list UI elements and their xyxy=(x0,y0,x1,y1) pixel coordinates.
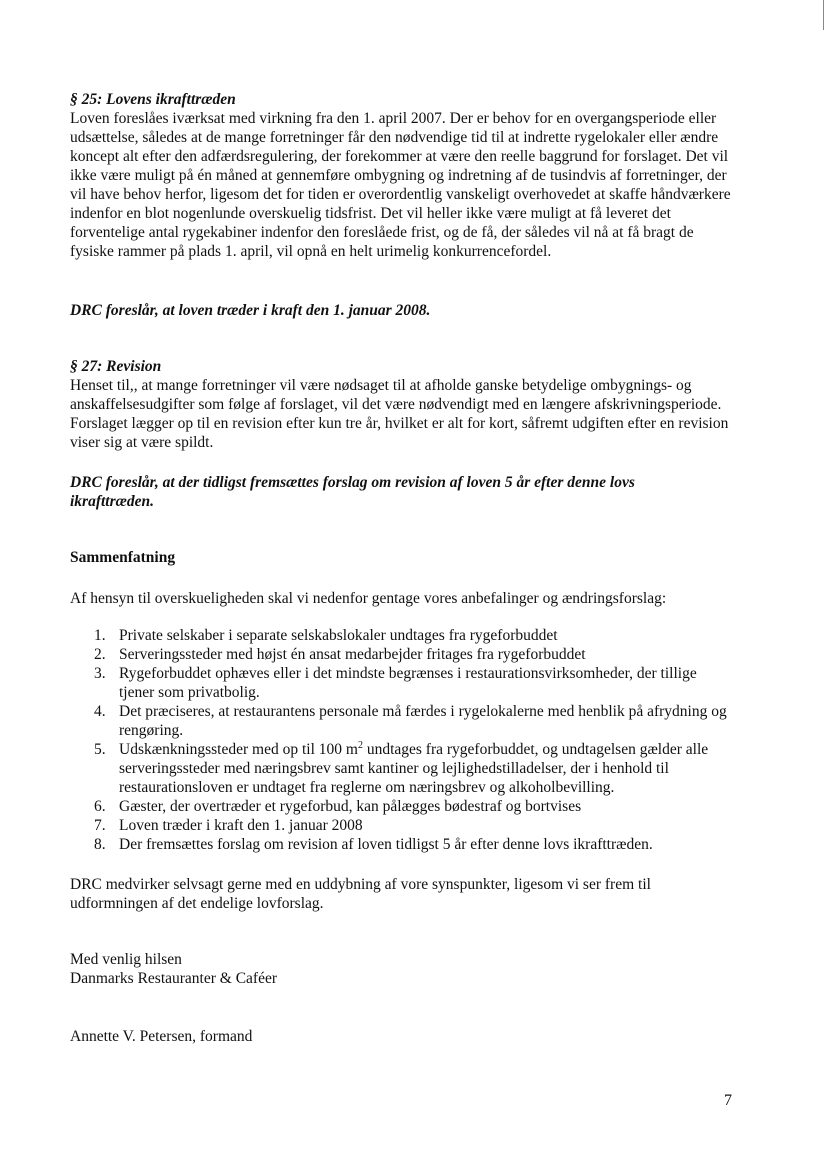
list-item-number: 2. xyxy=(94,646,106,663)
list-item-number: 3. xyxy=(94,665,106,682)
section-25-heading: § 25: Lovens ikrafttræden xyxy=(70,91,236,108)
list-item-text: Loven træder i kraft den 1. januar 2008 xyxy=(119,817,363,834)
list-item-text: Gæster, der overtræder et rygeforbud, kan pålægges bødestraf og bortvises xyxy=(119,798,582,815)
list-item-text: Det præciseres, at restaurantens personale må færdes i rygelokalerne med henblik på afrydning og rengøring. xyxy=(119,703,727,739)
closing-paragraph: DRC medvirker selvsagt gerne med en uddybning af vore synspunkter, ligesom vi ser frem til udformningen af det endelige lovforslag. xyxy=(70,876,651,912)
list-item-text: Private selskaber i separate selskabslokaler undtages fra rygeforbuddet xyxy=(119,627,558,644)
list-item xyxy=(70,816,730,835)
list-item xyxy=(70,664,730,702)
list-item xyxy=(70,702,730,740)
list-item-number: 1. xyxy=(94,627,106,644)
section-27-heading: § 27: Revision xyxy=(70,358,162,375)
list-item-text: undtages fra rygeforbuddet, og undtagelsen gælder alle serveringssteder med næringsbrev samt kantiner og lejlighedstilladelser, der i henhold til restaurationsloven er undtaget fra reglerne om næringsbrev og alkoholbevilling. xyxy=(119,741,709,796)
list-item-number: 8. xyxy=(94,836,106,853)
list-item-number: 4. xyxy=(94,703,106,720)
organization-name: Danmarks Restauranter & Caféer xyxy=(70,970,278,987)
section-25-proposal: DRC foreslår, at loven træder i kraft den 1. januar 2008. xyxy=(70,302,431,319)
page-edge-mark xyxy=(823,0,824,30)
recommendation-list xyxy=(70,626,730,854)
list-item-number: 5. xyxy=(94,741,106,758)
section-25-body: Loven foreslåes iværksat med virkning fra den 1. april 2007. Der er behov for en overgangsperiode eller udsættelse, således at de mange forretninger får den nødvendige tid til at indrette rygelokaler eller ændre koncept alt efter den adfærdsregulering, der forekommer at være den reelle baggrund for forslaget. Det vil ikke være muligt på én måned at gennemføre ombygning og indretning af de tusindvis af forretninger, der vil have behov herfor, ligesom det for tiden er overordentlig vanskeligt overhovedet at skaffe håndværkere indenfor en blot nogenlunde overskuelig tidsfrist. Det vil heller ikke være muligt at få leveret det forventelige antal rygekabiner indenfor den foreslåede frist, og de få, der således vil nå at få bragt de fysiske rammer på plads 1. april, vil opnå en helt urimelig konkurrencefordel. xyxy=(70,110,731,260)
page-number: 7 xyxy=(724,1092,732,1109)
section-27-body: Henset til,, at mange forretninger vil være nødsaget til at afholde ganske betydelige ombygnings- og anskaffelsesudgifter som følge af forslaget, vil det være nødvendigt med en længere afskrivningsperiode. Forslaget lægger op til en revision efter kun tre år, hvilket er alt for kort, såfremt udgiften efter en revision viser sig at være spildt. xyxy=(70,377,729,451)
greeting: Med venlig hilsen xyxy=(70,951,182,968)
list-item xyxy=(70,626,730,645)
list-item xyxy=(70,797,730,816)
list-item-text: Rygeforbuddet ophæves eller i det mindste begrænses i restaurationsvirksomheder, der tillige tjener som privatbolig. xyxy=(119,665,697,701)
signatory: Annette V. Petersen, formand xyxy=(70,1028,253,1045)
list-item xyxy=(70,645,730,664)
summary-intro: Af hensyn til overskueligheden skal vi nedenfor gentage vores anbefalinger og ændringsforslag: xyxy=(70,590,667,607)
list-item-number: 6. xyxy=(94,798,106,815)
list-item-number: 7. xyxy=(94,817,106,834)
list-item-text: Der fremsættes forslag om revision af loven tidligst 5 år efter denne lovs ikrafttræden. xyxy=(119,836,653,853)
summary-title: Sammenfatning xyxy=(70,549,176,566)
list-item-text: Udskænkningssteder med op til 100 m xyxy=(119,741,358,758)
list-item xyxy=(70,740,730,797)
superscript: 2 xyxy=(357,739,363,751)
list-item xyxy=(70,835,730,854)
section-27-proposal: DRC foreslår, at der tidligst fremsættes forslag om revision af loven 5 år efter denne lovs ikrafttræden. xyxy=(70,474,635,510)
list-item-text: Serveringssteder med højst én ansat medarbejder fritages fra rygeforbuddet xyxy=(119,646,586,663)
